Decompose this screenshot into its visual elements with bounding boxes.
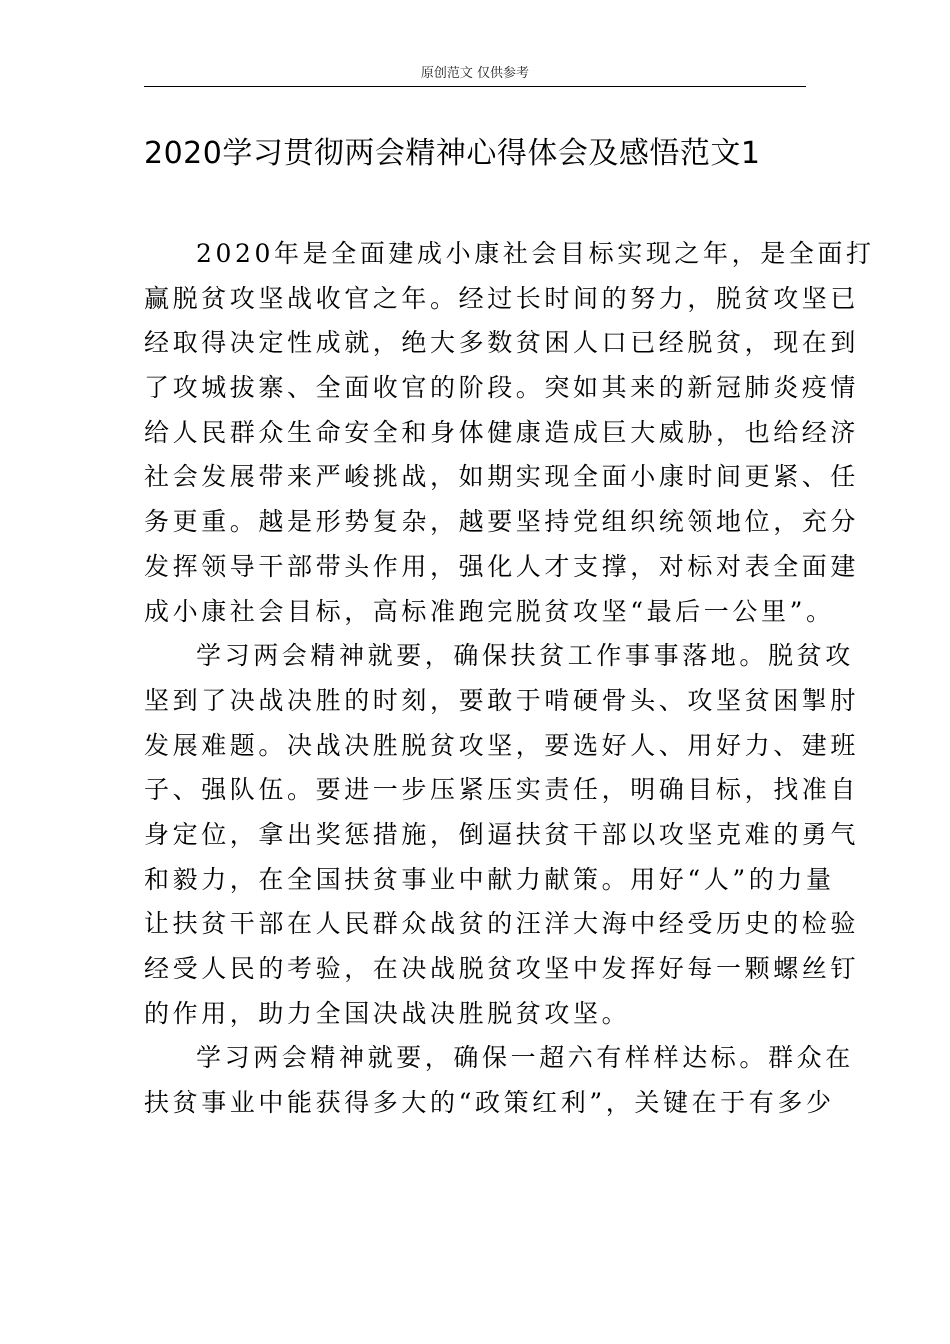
paragraph-1-line: 务更重。越是形势复杂，越要坚持党组织统领地位，充分 (144, 507, 860, 537)
paragraph-1-line: 成小康社会目标，高标准跑完脱贫攻坚“最后一公里”。 (144, 596, 835, 626)
paragraph-1-line: 赢脱贫攻坚战收官之年。经过长时间的努力，脱贫攻坚已 (144, 283, 860, 313)
paragraph-2-line: 经受人民的考验，在决战脱贫攻坚中发挥好每一颗螺丝钉 (144, 954, 860, 983)
header-divider (144, 86, 806, 87)
paragraph-1-line: 发挥领导干部带头作用，强化人才支撑，对标对表全面建 (144, 551, 860, 581)
paragraph-1-line: 社会发展带来严峻挑战，如期实现全面小康时间更紧、任 (144, 462, 860, 492)
paragraph-2-line: 和毅力，在全国扶贫事业中献力献策。用好“人”的力量 (144, 864, 835, 894)
document-body (144, 232, 875, 1126)
paragraph-1-line: 了攻城拔寨、全面收官的阶段。突如其来的新冠肺炎疫情 (144, 373, 860, 403)
paragraph-2-line: 让扶贫干部在人民群众战贫的汪洋大海中经受历史的检验 (144, 909, 860, 939)
paragraph-2-line: 的作用，助力全国决战决胜脱贫攻坚。 (144, 998, 631, 1028)
paragraph-1-line: 经取得决定性成就，绝大多数贫困人口已经脱贫，现在到 (144, 328, 860, 358)
paragraph-2-line: 子、强队伍。要进一步压紧压实责任，明确目标，找准自 (144, 775, 860, 805)
paragraph-1-line: 2020年是全面建成小康社会目标实现之年，是全面打 (196, 239, 875, 268)
document-title: 2020学习贯彻两会精神心得体会及感悟范文1 (144, 136, 761, 171)
paragraph-1-line: 给人民群众生命安全和身体健康造成巨大威胁，也给经济 (144, 417, 860, 447)
paragraph-2-line: 学习两会精神就要，确保扶贫工作事事落地。脱贫攻 (196, 641, 854, 671)
paragraph-3-line: 扶贫事业中能获得多大的“政策红利”，关键在于有多少 (144, 1088, 835, 1118)
paragraph-2-line: 身定位，拿出奖惩措施，倒逼扶贫干部以攻坚克难的勇气 (144, 819, 860, 849)
paragraph-3-line: 学习两会精神就要，确保一超六有样样达标。群众在 (196, 1043, 854, 1073)
paragraph-2-line: 发展难题。决战决胜脱贫攻坚，要选好人、用好力、建班 (144, 730, 860, 760)
page-header-text: 原创范文 仅供参考 (420, 66, 530, 81)
paragraph-2-line: 坚到了决战决胜的时刻，要敢于啃硬骨头、攻坚贫困掣肘 (144, 685, 860, 715)
